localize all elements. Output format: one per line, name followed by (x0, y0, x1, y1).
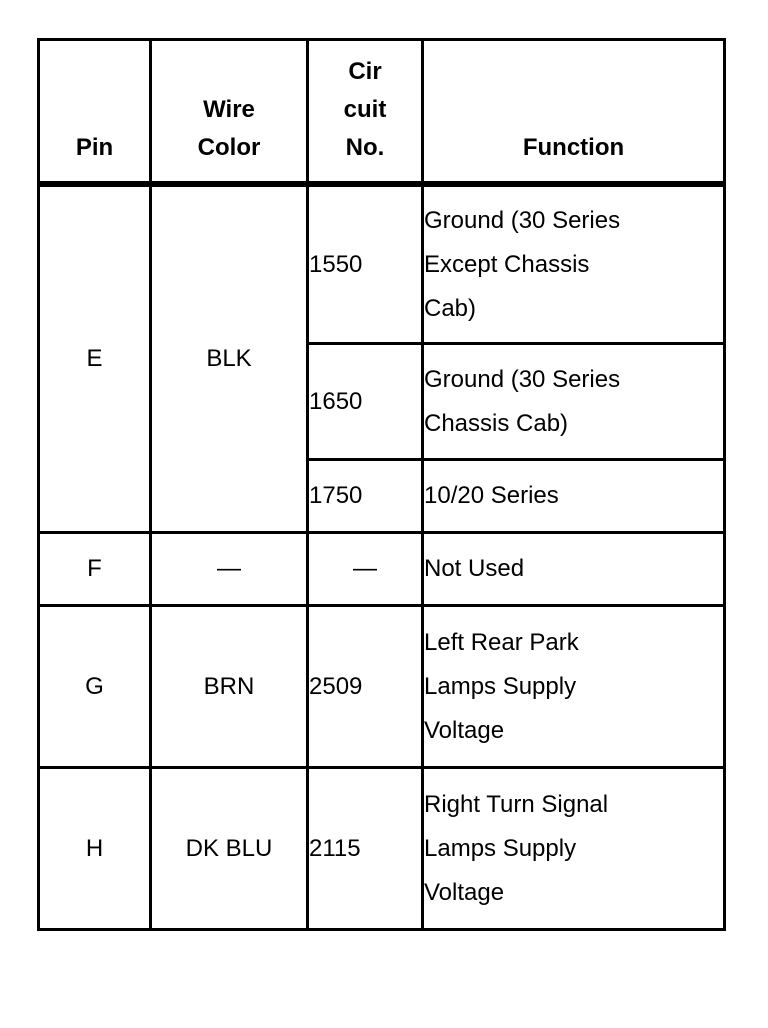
header-row (39, 40, 725, 185)
pinout-table (37, 38, 726, 931)
header-circuit-no (308, 40, 423, 185)
circuit-value: 2509 (309, 672, 363, 700)
function-line: Not Used (424, 555, 525, 582)
function-line: Lamps Supply (424, 834, 577, 862)
wire-color-cell (151, 768, 308, 930)
function-cell (423, 606, 725, 768)
pin-cell (39, 184, 151, 533)
function-line: Voltage (424, 878, 505, 906)
table-row (39, 184, 725, 344)
function-cell (423, 184, 725, 344)
table-row (39, 606, 725, 768)
circuit-cell (308, 533, 423, 606)
function-line: Lamps Supply (424, 672, 577, 700)
wire-color-cell (151, 606, 308, 768)
wire-color-value: BLK (206, 345, 252, 372)
function-line: Chassis Cab) (424, 409, 569, 437)
pin-value: G (85, 672, 104, 700)
circuit-cell (308, 344, 423, 460)
function-line: 10/20 Series (424, 482, 559, 509)
wire-color-cell (151, 533, 308, 606)
function-line: Cab) (424, 294, 477, 322)
header-wire-color (151, 40, 308, 185)
table-row (39, 768, 725, 930)
function-cell (423, 768, 725, 930)
pin-cell (39, 768, 151, 930)
function-cell (423, 460, 725, 533)
header-function-label: Function (522, 134, 625, 161)
function-line: Right Turn Signal (424, 790, 609, 818)
circuit-value: 1750 (309, 482, 363, 509)
wire-color-value: — (217, 555, 241, 582)
circuit-value: 1650 (309, 387, 363, 415)
header-circuit-line: cuit (343, 96, 387, 123)
function-line: Ground (30 Series (424, 365, 621, 393)
circuit-cell (308, 184, 423, 344)
function-line: Voltage (424, 716, 505, 744)
function-line: Ground (30 Series (424, 206, 621, 234)
circuit-value: 2115 (309, 834, 361, 862)
function-cell (423, 533, 725, 606)
header-circuit-line: Cir (348, 58, 382, 85)
header-function (423, 40, 725, 185)
pin-cell (39, 533, 151, 606)
header-circuit-line: No. (345, 134, 385, 161)
function-line: Except Chassis (424, 250, 590, 278)
circuit-cell (308, 768, 423, 930)
header-wire-color-line: Wire (203, 96, 255, 123)
circuit-cell (308, 606, 423, 768)
header-wire-color-line: Color (197, 134, 261, 161)
header-pin (39, 40, 151, 185)
header-pin-label: Pin (75, 134, 114, 161)
pin-value: H (85, 834, 104, 862)
wire-color-cell (151, 184, 308, 533)
wire-color-value: BRN (203, 672, 255, 700)
pin-value: F (87, 555, 102, 582)
wire-color-value: DK BLU (185, 834, 273, 862)
circuit-value: — (353, 555, 377, 582)
circuit-cell (308, 460, 423, 533)
function-line: Left Rear Park (424, 628, 579, 656)
function-cell (423, 344, 725, 460)
pin-cell (39, 606, 151, 768)
table-row (39, 533, 725, 606)
pin-value: E (86, 345, 103, 372)
circuit-value: 1550 (309, 250, 363, 278)
